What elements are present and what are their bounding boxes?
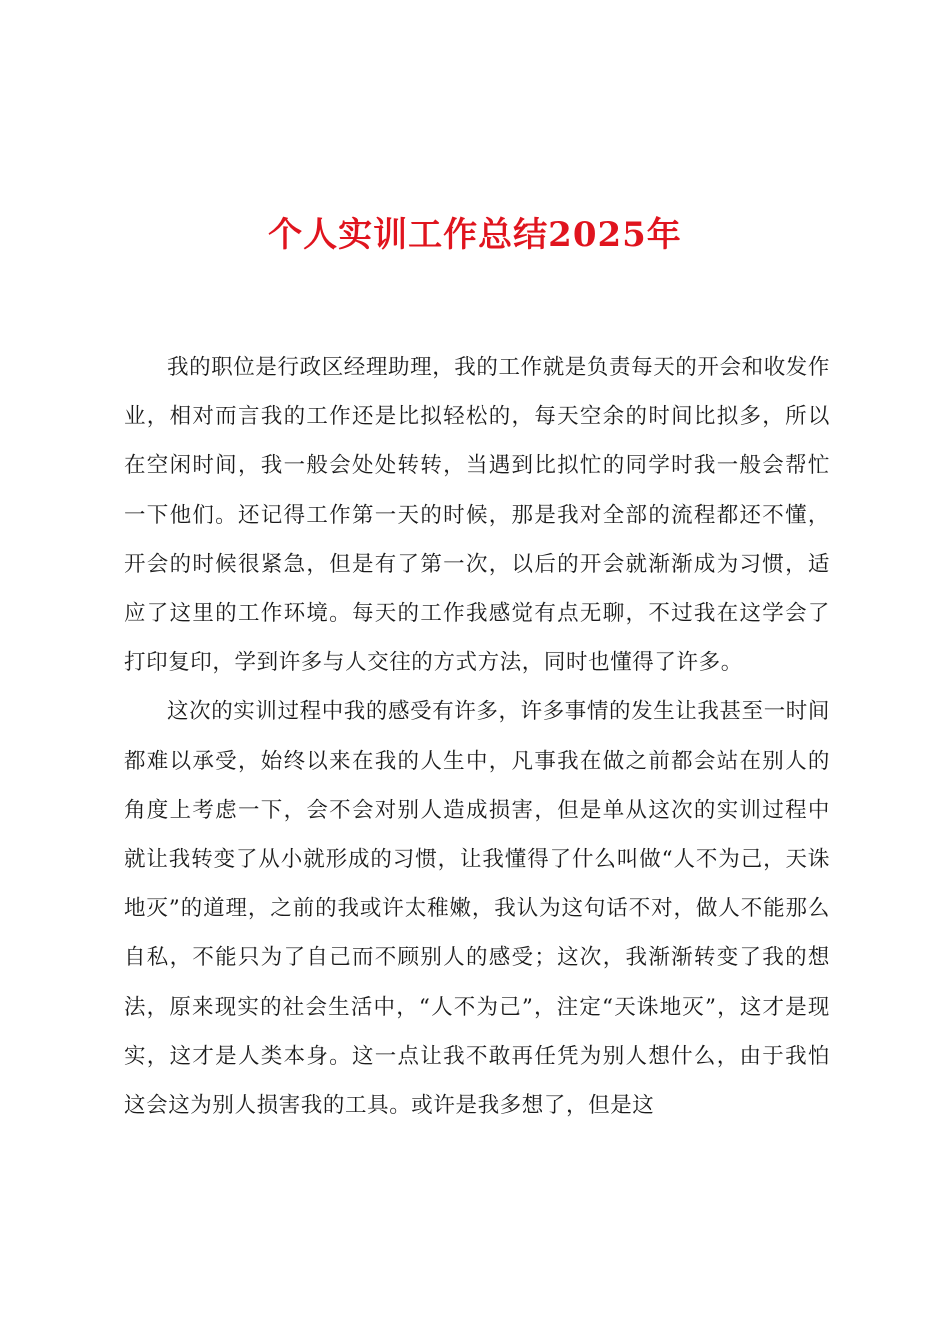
- paragraph-2: 这次的实训过程中我的感受有许多，许多事情的发生让我甚至一时间都难以承受，始终以来在我的人生中，凡事我在做之前都会站在别人的角度上考虑一下，会不会对别人造成损害，但是单从这次的实训过程中就让我转变了从小就形成的习惯，让我懂得了什么叫做“人不为己，天诛地灭”的道理，之前的我或许太稚嫩，我认为这句话不对，做人不能那么自私，不能只为了自己而不顾别人的感受；这次，我渐渐转变了我的想法，原来现实的社会生活中，“人不为己”，注定“天诛地灭”，这才是现实，这才是人类本身。这一点让我不敢再任凭为别人想什么，由于我怕这会这为别人损害我的工具。或许是我多想了，但是这: [124, 699, 831, 1119]
- paragraph-1: 我的职位是行政区经理助理，我的工作就是负责每天的开会和收发作业，相对而言我的工作还是比拟轻松的，每天空余的时间比拟多，所以在空闲时间，我一般会处处转转，当遇到比拟忙的同学时我一般会帮忙一下他们。还记得工作第一天的时候，那是我对全部的流程都还不懂，开会的时候很紧急，但是有了第一次，以后的开会就渐渐成为习惯，适应了这里的工作环境。每天的工作我感觉有点无聊，不过我在这学会了打印复印，学到许多与人交往的方式方法，同时也懂得了许多。: [124, 355, 831, 676]
- document-body: [124, 343, 830, 1130]
- document-title: 个人实训工作总结2025年: [268, 215, 682, 255]
